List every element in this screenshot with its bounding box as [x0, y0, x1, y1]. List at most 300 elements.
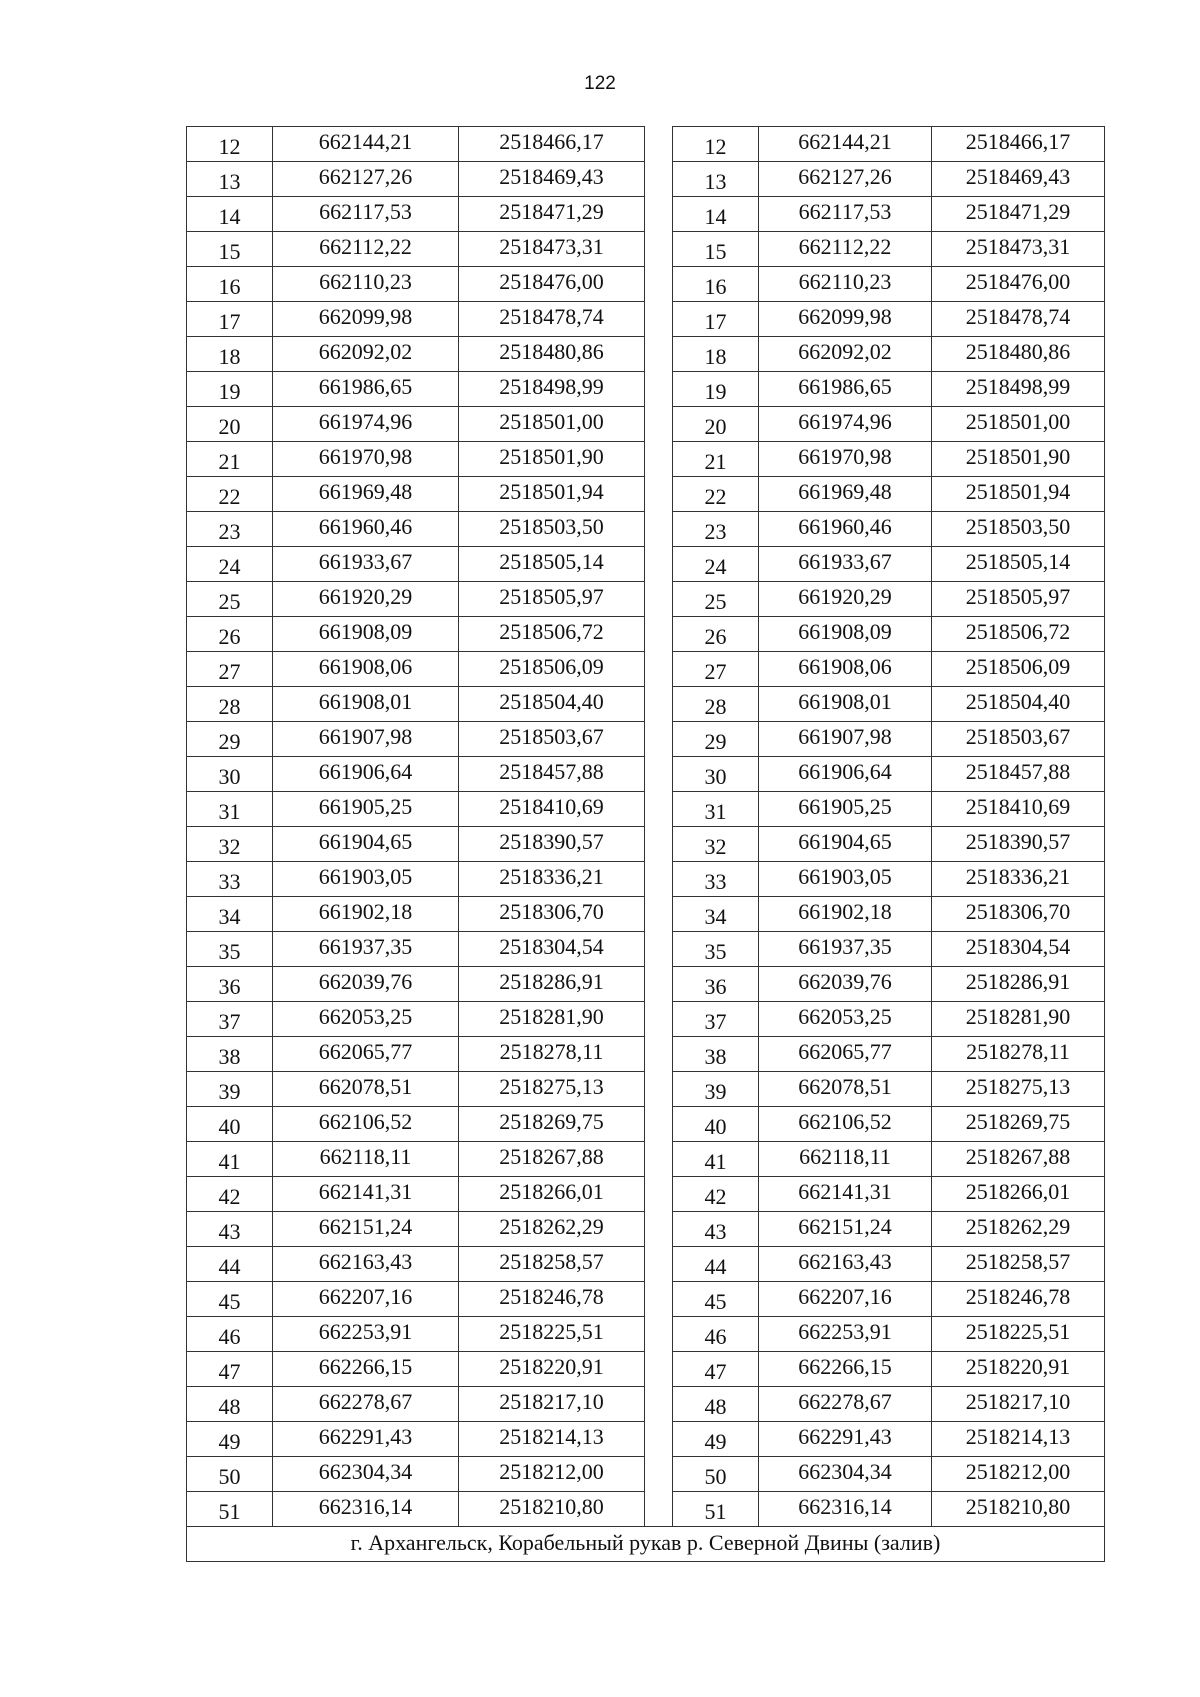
column-separator — [645, 1107, 673, 1142]
right-point-number-cell: 39 — [673, 1072, 759, 1107]
right-point-number-cell: 25 — [673, 582, 759, 617]
table-row — [187, 1002, 1105, 1037]
right-point-number-cell: 15 — [673, 232, 759, 267]
right-point-number-cell: 40 — [673, 1107, 759, 1142]
table-row — [187, 337, 1105, 372]
right-x-coordinate-cell: 661904,65 — [759, 827, 932, 862]
table-row — [187, 897, 1105, 932]
right-point-number-cell: 21 — [673, 442, 759, 477]
right-point-number-cell: 22 — [673, 477, 759, 512]
right-x-coordinate-cell: 661986,65 — [759, 372, 932, 407]
left-point-number-cell: 37 — [187, 1002, 273, 1037]
left-x-coordinate-cell: 662253,91 — [273, 1317, 459, 1352]
right-x-coordinate-cell: 661969,48 — [759, 477, 932, 512]
column-separator — [645, 1142, 673, 1177]
right-y-coordinate-cell: 2518480,86 — [932, 337, 1105, 372]
right-y-coordinate-cell: 2518306,70 — [932, 897, 1105, 932]
table-row — [187, 127, 1105, 162]
column-separator — [645, 337, 673, 372]
left-x-coordinate-cell: 661907,98 — [273, 722, 459, 757]
right-y-coordinate-cell: 2518503,67 — [932, 722, 1105, 757]
right-x-coordinate-cell: 662092,02 — [759, 337, 932, 372]
left-point-number-cell: 42 — [187, 1177, 273, 1212]
left-point-number-cell: 36 — [187, 967, 273, 1002]
left-y-coordinate-cell: 2518278,11 — [459, 1037, 645, 1072]
right-x-coordinate-cell: 662266,15 — [759, 1352, 932, 1387]
right-x-coordinate-cell: 661970,98 — [759, 442, 932, 477]
left-y-coordinate-cell: 2518457,88 — [459, 757, 645, 792]
right-y-coordinate-cell: 2518473,31 — [932, 232, 1105, 267]
table-row — [187, 1072, 1105, 1107]
column-separator — [645, 1352, 673, 1387]
left-y-coordinate-cell: 2518286,91 — [459, 967, 645, 1002]
right-x-coordinate-cell: 662099,98 — [759, 302, 932, 337]
right-point-number-cell: 45 — [673, 1282, 759, 1317]
left-y-coordinate-cell: 2518506,09 — [459, 652, 645, 687]
right-y-coordinate-cell: 2518278,11 — [932, 1037, 1105, 1072]
column-separator — [645, 197, 673, 232]
left-y-coordinate-cell: 2518501,94 — [459, 477, 645, 512]
column-separator — [645, 442, 673, 477]
right-y-coordinate-cell: 2518225,51 — [932, 1317, 1105, 1352]
right-point-number-cell: 32 — [673, 827, 759, 862]
column-separator — [645, 302, 673, 337]
left-x-coordinate-cell: 662266,15 — [273, 1352, 459, 1387]
column-separator — [645, 827, 673, 862]
right-x-coordinate-cell: 662291,43 — [759, 1422, 932, 1457]
right-point-number-cell: 43 — [673, 1212, 759, 1247]
left-y-coordinate-cell: 2518210,80 — [459, 1492, 645, 1527]
right-point-number-cell: 28 — [673, 687, 759, 722]
left-y-coordinate-cell: 2518262,29 — [459, 1212, 645, 1247]
left-point-number-cell: 46 — [187, 1317, 273, 1352]
left-x-coordinate-cell: 662110,23 — [273, 267, 459, 302]
right-y-coordinate-cell: 2518505,14 — [932, 547, 1105, 582]
left-y-coordinate-cell: 2518306,70 — [459, 897, 645, 932]
right-y-coordinate-cell: 2518466,17 — [932, 127, 1105, 162]
right-point-number-cell: 51 — [673, 1492, 759, 1527]
column-separator — [645, 1317, 673, 1352]
left-x-coordinate-cell: 662078,51 — [273, 1072, 459, 1107]
left-x-coordinate-cell: 661933,67 — [273, 547, 459, 582]
right-y-coordinate-cell: 2518220,91 — [932, 1352, 1105, 1387]
column-separator — [645, 267, 673, 302]
right-point-number-cell: 33 — [673, 862, 759, 897]
column-separator — [645, 652, 673, 687]
table-row — [187, 407, 1105, 442]
left-x-coordinate-cell: 661908,01 — [273, 687, 459, 722]
table-row — [187, 967, 1105, 1002]
column-separator — [645, 1457, 673, 1492]
right-point-number-cell: 29 — [673, 722, 759, 757]
table-row — [187, 1212, 1105, 1247]
left-x-coordinate-cell: 662065,77 — [273, 1037, 459, 1072]
table-row — [187, 827, 1105, 862]
right-x-coordinate-cell: 662144,21 — [759, 127, 932, 162]
left-point-number-cell: 41 — [187, 1142, 273, 1177]
left-point-number-cell: 12 — [187, 127, 273, 162]
right-point-number-cell: 13 — [673, 162, 759, 197]
right-y-coordinate-cell: 2518267,88 — [932, 1142, 1105, 1177]
table-row — [187, 372, 1105, 407]
right-x-coordinate-cell: 662078,51 — [759, 1072, 932, 1107]
table-row — [187, 442, 1105, 477]
left-x-coordinate-cell: 662278,67 — [273, 1387, 459, 1422]
left-x-coordinate-cell: 661974,96 — [273, 407, 459, 442]
left-y-coordinate-cell: 2518505,14 — [459, 547, 645, 582]
right-point-number-cell: 35 — [673, 932, 759, 967]
left-point-number-cell: 34 — [187, 897, 273, 932]
left-y-coordinate-cell: 2518267,88 — [459, 1142, 645, 1177]
right-x-coordinate-cell: 662316,14 — [759, 1492, 932, 1527]
column-separator — [645, 862, 673, 897]
table-row — [187, 862, 1105, 897]
table-row — [187, 1422, 1105, 1457]
left-y-coordinate-cell: 2518480,86 — [459, 337, 645, 372]
left-x-coordinate-cell: 662151,24 — [273, 1212, 459, 1247]
right-point-number-cell: 41 — [673, 1142, 759, 1177]
right-x-coordinate-cell: 662278,67 — [759, 1387, 932, 1422]
column-separator — [645, 1492, 673, 1527]
table-row — [187, 1317, 1105, 1352]
coordinates-table-body — [187, 127, 1105, 1527]
left-x-coordinate-cell: 662291,43 — [273, 1422, 459, 1457]
table-row — [187, 1282, 1105, 1317]
left-y-coordinate-cell: 2518501,90 — [459, 442, 645, 477]
table-row — [187, 1177, 1105, 1212]
left-y-coordinate-cell: 2518220,91 — [459, 1352, 645, 1387]
right-point-number-cell: 26 — [673, 617, 759, 652]
left-x-coordinate-cell: 661905,25 — [273, 792, 459, 827]
left-point-number-cell: 18 — [187, 337, 273, 372]
left-point-number-cell: 25 — [187, 582, 273, 617]
left-point-number-cell: 50 — [187, 1457, 273, 1492]
left-y-coordinate-cell: 2518505,97 — [459, 582, 645, 617]
table-row — [187, 477, 1105, 512]
right-point-number-cell: 44 — [673, 1247, 759, 1282]
left-y-coordinate-cell: 2518504,40 — [459, 687, 645, 722]
left-x-coordinate-cell: 662207,16 — [273, 1282, 459, 1317]
left-point-number-cell: 19 — [187, 372, 273, 407]
left-point-number-cell: 43 — [187, 1212, 273, 1247]
left-y-coordinate-cell: 2518336,21 — [459, 862, 645, 897]
left-point-number-cell: 32 — [187, 827, 273, 862]
right-point-number-cell: 31 — [673, 792, 759, 827]
left-point-number-cell: 23 — [187, 512, 273, 547]
right-x-coordinate-cell: 662065,77 — [759, 1037, 932, 1072]
right-x-coordinate-cell: 661937,35 — [759, 932, 932, 967]
left-point-number-cell: 14 — [187, 197, 273, 232]
left-y-coordinate-cell: 2518217,10 — [459, 1387, 645, 1422]
right-y-coordinate-cell: 2518478,74 — [932, 302, 1105, 337]
right-x-coordinate-cell: 662039,76 — [759, 967, 932, 1002]
table-row — [187, 512, 1105, 547]
left-x-coordinate-cell: 662053,25 — [273, 1002, 459, 1037]
table-row — [187, 1387, 1105, 1422]
right-y-coordinate-cell: 2518469,43 — [932, 162, 1105, 197]
right-y-coordinate-cell: 2518506,09 — [932, 652, 1105, 687]
right-y-coordinate-cell: 2518210,80 — [932, 1492, 1105, 1527]
right-x-coordinate-cell: 661933,67 — [759, 547, 932, 582]
column-separator — [645, 687, 673, 722]
right-x-coordinate-cell: 661907,98 — [759, 722, 932, 757]
right-x-coordinate-cell: 662163,43 — [759, 1247, 932, 1282]
column-separator — [645, 372, 673, 407]
left-point-number-cell: 28 — [187, 687, 273, 722]
table-row — [187, 792, 1105, 827]
left-x-coordinate-cell: 662127,26 — [273, 162, 459, 197]
footer-row — [187, 1527, 1105, 1562]
column-separator — [645, 617, 673, 652]
right-point-number-cell: 19 — [673, 372, 759, 407]
right-y-coordinate-cell: 2518390,57 — [932, 827, 1105, 862]
left-x-coordinate-cell: 661970,98 — [273, 442, 459, 477]
right-x-coordinate-cell: 661905,25 — [759, 792, 932, 827]
left-point-number-cell: 44 — [187, 1247, 273, 1282]
table-row — [187, 652, 1105, 687]
table-row — [187, 722, 1105, 757]
right-x-coordinate-cell: 662118,11 — [759, 1142, 932, 1177]
right-x-coordinate-cell: 662207,16 — [759, 1282, 932, 1317]
right-y-coordinate-cell: 2518336,21 — [932, 862, 1105, 897]
left-y-coordinate-cell: 2518212,00 — [459, 1457, 645, 1492]
left-x-coordinate-cell: 662112,22 — [273, 232, 459, 267]
left-x-coordinate-cell: 662099,98 — [273, 302, 459, 337]
left-point-number-cell: 24 — [187, 547, 273, 582]
right-x-coordinate-cell: 661906,64 — [759, 757, 932, 792]
right-y-coordinate-cell: 2518214,13 — [932, 1422, 1105, 1457]
page-number: 122 — [584, 73, 616, 94]
column-separator — [645, 407, 673, 442]
right-x-coordinate-cell: 662106,52 — [759, 1107, 932, 1142]
column-separator — [645, 1037, 673, 1072]
right-point-number-cell: 46 — [673, 1317, 759, 1352]
left-point-number-cell: 20 — [187, 407, 273, 442]
left-x-coordinate-cell: 661908,09 — [273, 617, 459, 652]
table-row — [187, 1037, 1105, 1072]
right-y-coordinate-cell: 2518504,40 — [932, 687, 1105, 722]
left-y-coordinate-cell: 2518246,78 — [459, 1282, 645, 1317]
left-x-coordinate-cell: 661937,35 — [273, 932, 459, 967]
right-y-coordinate-cell: 2518505,97 — [932, 582, 1105, 617]
left-point-number-cell: 47 — [187, 1352, 273, 1387]
left-y-coordinate-cell: 2518266,01 — [459, 1177, 645, 1212]
left-point-number-cell: 35 — [187, 932, 273, 967]
column-separator — [645, 512, 673, 547]
right-x-coordinate-cell: 662151,24 — [759, 1212, 932, 1247]
left-point-number-cell: 39 — [187, 1072, 273, 1107]
left-x-coordinate-cell: 662304,34 — [273, 1457, 459, 1492]
left-y-coordinate-cell: 2518471,29 — [459, 197, 645, 232]
left-point-number-cell: 38 — [187, 1037, 273, 1072]
right-y-coordinate-cell: 2518212,00 — [932, 1457, 1105, 1492]
right-y-coordinate-cell: 2518266,01 — [932, 1177, 1105, 1212]
left-y-coordinate-cell: 2518304,54 — [459, 932, 645, 967]
left-x-coordinate-cell: 662106,52 — [273, 1107, 459, 1142]
column-separator — [645, 1422, 673, 1457]
left-point-number-cell: 29 — [187, 722, 273, 757]
left-y-coordinate-cell: 2518410,69 — [459, 792, 645, 827]
left-point-number-cell: 30 — [187, 757, 273, 792]
right-y-coordinate-cell: 2518281,90 — [932, 1002, 1105, 1037]
right-point-number-cell: 47 — [673, 1352, 759, 1387]
column-separator — [645, 897, 673, 932]
right-point-number-cell: 36 — [673, 967, 759, 1002]
left-y-coordinate-cell: 2518473,31 — [459, 232, 645, 267]
column-separator — [645, 932, 673, 967]
left-y-coordinate-cell: 2518258,57 — [459, 1247, 645, 1282]
column-separator — [645, 1177, 673, 1212]
left-point-number-cell: 26 — [187, 617, 273, 652]
table-row — [187, 1492, 1105, 1527]
right-x-coordinate-cell: 662110,23 — [759, 267, 932, 302]
left-x-coordinate-cell: 661969,48 — [273, 477, 459, 512]
left-x-coordinate-cell: 662163,43 — [273, 1247, 459, 1282]
table-row — [187, 1457, 1105, 1492]
right-point-number-cell: 42 — [673, 1177, 759, 1212]
left-x-coordinate-cell: 662141,31 — [273, 1177, 459, 1212]
right-point-number-cell: 49 — [673, 1422, 759, 1457]
right-y-coordinate-cell: 2518498,99 — [932, 372, 1105, 407]
left-y-coordinate-cell: 2518506,72 — [459, 617, 645, 652]
left-y-coordinate-cell: 2518469,43 — [459, 162, 645, 197]
left-y-coordinate-cell: 2518281,90 — [459, 1002, 645, 1037]
table-row — [187, 547, 1105, 582]
left-point-number-cell: 17 — [187, 302, 273, 337]
right-y-coordinate-cell: 2518506,72 — [932, 617, 1105, 652]
left-y-coordinate-cell: 2518390,57 — [459, 827, 645, 862]
right-x-coordinate-cell: 661903,05 — [759, 862, 932, 897]
left-x-coordinate-cell: 662144,21 — [273, 127, 459, 162]
right-y-coordinate-cell: 2518457,88 — [932, 757, 1105, 792]
column-separator — [645, 722, 673, 757]
right-y-coordinate-cell: 2518503,50 — [932, 512, 1105, 547]
right-x-coordinate-cell: 662253,91 — [759, 1317, 932, 1352]
left-point-number-cell: 45 — [187, 1282, 273, 1317]
left-point-number-cell: 16 — [187, 267, 273, 302]
column-separator — [645, 477, 673, 512]
left-x-coordinate-cell: 661904,65 — [273, 827, 459, 862]
right-point-number-cell: 37 — [673, 1002, 759, 1037]
column-separator — [645, 967, 673, 1002]
right-y-coordinate-cell: 2518275,13 — [932, 1072, 1105, 1107]
table-row — [187, 687, 1105, 722]
left-x-coordinate-cell: 662316,14 — [273, 1492, 459, 1527]
right-point-number-cell: 30 — [673, 757, 759, 792]
left-point-number-cell: 27 — [187, 652, 273, 687]
right-x-coordinate-cell: 661908,06 — [759, 652, 932, 687]
left-x-coordinate-cell: 662039,76 — [273, 967, 459, 1002]
right-x-coordinate-cell: 661920,29 — [759, 582, 932, 617]
left-point-number-cell: 31 — [187, 792, 273, 827]
right-point-number-cell: 24 — [673, 547, 759, 582]
right-point-number-cell: 20 — [673, 407, 759, 442]
column-separator — [645, 582, 673, 617]
right-x-coordinate-cell: 661908,09 — [759, 617, 932, 652]
right-y-coordinate-cell: 2518258,57 — [932, 1247, 1105, 1282]
left-x-coordinate-cell: 662118,11 — [273, 1142, 459, 1177]
right-y-coordinate-cell: 2518304,54 — [932, 932, 1105, 967]
column-separator — [645, 1282, 673, 1317]
left-y-coordinate-cell: 2518476,00 — [459, 267, 645, 302]
right-point-number-cell: 27 — [673, 652, 759, 687]
right-point-number-cell: 48 — [673, 1387, 759, 1422]
right-x-coordinate-cell: 661960,46 — [759, 512, 932, 547]
column-separator — [645, 127, 673, 162]
left-x-coordinate-cell: 661986,65 — [273, 372, 459, 407]
left-y-coordinate-cell: 2518269,75 — [459, 1107, 645, 1142]
right-point-number-cell: 16 — [673, 267, 759, 302]
right-point-number-cell: 50 — [673, 1457, 759, 1492]
column-separator — [645, 232, 673, 267]
right-point-number-cell: 34 — [673, 897, 759, 932]
right-point-number-cell: 17 — [673, 302, 759, 337]
right-y-coordinate-cell: 2518246,78 — [932, 1282, 1105, 1317]
right-x-coordinate-cell: 662304,34 — [759, 1457, 932, 1492]
left-x-coordinate-cell: 661903,05 — [273, 862, 459, 897]
left-y-coordinate-cell: 2518466,17 — [459, 127, 645, 162]
left-y-coordinate-cell: 2518478,74 — [459, 302, 645, 337]
right-y-coordinate-cell: 2518471,29 — [932, 197, 1105, 232]
right-y-coordinate-cell: 2518476,00 — [932, 267, 1105, 302]
right-y-coordinate-cell: 2518501,90 — [932, 442, 1105, 477]
left-point-number-cell: 40 — [187, 1107, 273, 1142]
left-y-coordinate-cell: 2518214,13 — [459, 1422, 645, 1457]
left-point-number-cell: 15 — [187, 232, 273, 267]
right-y-coordinate-cell: 2518262,29 — [932, 1212, 1105, 1247]
left-point-number-cell: 21 — [187, 442, 273, 477]
right-point-number-cell: 18 — [673, 337, 759, 372]
location-caption: г. Архангельск, Корабельный рукав р. Северной Двины (залив) — [187, 1527, 1105, 1562]
right-x-coordinate-cell: 662117,53 — [759, 197, 932, 232]
table-row — [187, 1352, 1105, 1387]
right-y-coordinate-cell: 2518269,75 — [932, 1107, 1105, 1142]
right-x-coordinate-cell: 662112,22 — [759, 232, 932, 267]
column-separator — [645, 547, 673, 582]
coordinates-table — [186, 126, 1105, 1562]
left-point-number-cell: 48 — [187, 1387, 273, 1422]
left-y-coordinate-cell: 2518275,13 — [459, 1072, 645, 1107]
right-point-number-cell: 14 — [673, 197, 759, 232]
right-point-number-cell: 12 — [673, 127, 759, 162]
column-separator — [645, 1247, 673, 1282]
left-y-coordinate-cell: 2518503,67 — [459, 722, 645, 757]
right-x-coordinate-cell: 662053,25 — [759, 1002, 932, 1037]
column-separator — [645, 792, 673, 827]
table-row — [187, 302, 1105, 337]
right-x-coordinate-cell: 661908,01 — [759, 687, 932, 722]
left-point-number-cell: 51 — [187, 1492, 273, 1527]
column-separator — [645, 162, 673, 197]
left-y-coordinate-cell: 2518501,00 — [459, 407, 645, 442]
left-x-coordinate-cell: 661902,18 — [273, 897, 459, 932]
table-row — [187, 1247, 1105, 1282]
left-x-coordinate-cell: 661920,29 — [273, 582, 459, 617]
left-x-coordinate-cell: 661960,46 — [273, 512, 459, 547]
right-y-coordinate-cell: 2518217,10 — [932, 1387, 1105, 1422]
table-row — [187, 162, 1105, 197]
right-y-coordinate-cell: 2518286,91 — [932, 967, 1105, 1002]
left-point-number-cell: 22 — [187, 477, 273, 512]
right-x-coordinate-cell: 661902,18 — [759, 897, 932, 932]
table-row — [187, 1107, 1105, 1142]
left-x-coordinate-cell: 662117,53 — [273, 197, 459, 232]
table-row — [187, 197, 1105, 232]
right-point-number-cell: 38 — [673, 1037, 759, 1072]
left-x-coordinate-cell: 662092,02 — [273, 337, 459, 372]
table-row — [187, 1142, 1105, 1177]
left-x-coordinate-cell: 661908,06 — [273, 652, 459, 687]
